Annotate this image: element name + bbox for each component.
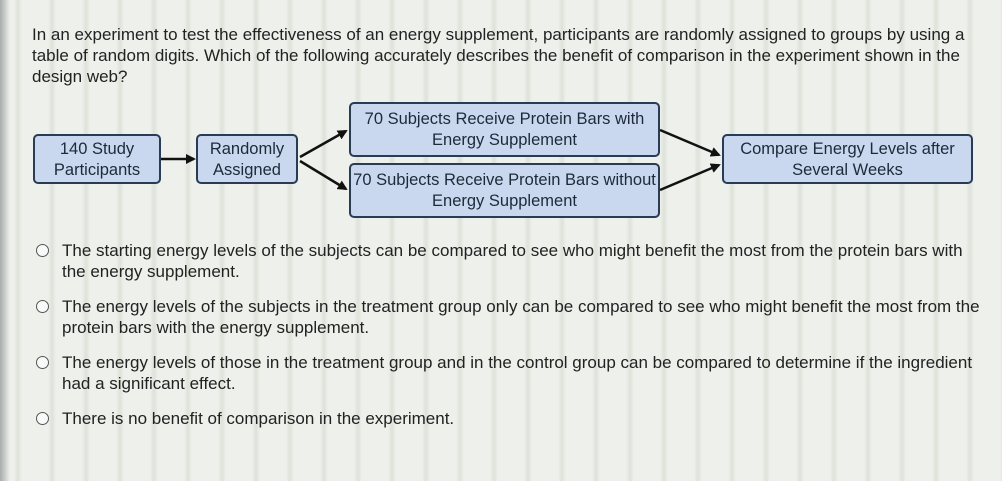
answer-option-b[interactable] bbox=[34, 296, 984, 338]
box-compare-energy-levels: Compare Energy Levels after Several Weeks bbox=[722, 134, 973, 184]
radio-button-icon[interactable] bbox=[36, 300, 49, 313]
arrow-treatment-to-compare bbox=[660, 130, 719, 155]
radio-button-icon[interactable] bbox=[36, 244, 49, 257]
answer-option-text: The starting energy levels of the subjects can be compared to see who might benefit the most from the protein bars with the energy supplement. bbox=[62, 241, 963, 281]
answer-options bbox=[34, 240, 984, 443]
answer-option-a[interactable] bbox=[34, 240, 984, 282]
box-treatment-group: 70 Subjects Receive Protein Bars with Energy Supplement bbox=[349, 102, 660, 157]
question-text: In an experiment to test the effectiveness of an energy supplement, participants are randomly assigned to groups by using a table of random digits. Which of the following accurately describes the benefit of comparison in the experiment shown in the design web? bbox=[32, 25, 965, 86]
answer-option-c[interactable] bbox=[34, 352, 984, 394]
answer-option-text: The energy levels of those in the treatment group and in the control group can be compared to determine if the ingredient had a significant effect. bbox=[62, 353, 973, 393]
arrow-control-to-compare bbox=[660, 165, 719, 190]
answer-option-text: There is no benefit of comparison in the experiment. bbox=[62, 409, 455, 428]
arrow-assigned-to-treatment bbox=[300, 131, 346, 157]
arrow-assigned-to-control bbox=[300, 161, 346, 189]
radio-button-icon[interactable] bbox=[36, 412, 49, 425]
radio-button-icon[interactable] bbox=[36, 356, 49, 369]
box-control-group: 70 Subjects Receive Protein Bars without Energy Supplement bbox=[349, 163, 660, 218]
box-randomly-assigned: Randomly Assigned bbox=[196, 134, 298, 184]
box-study-participants: 140 Study Participants bbox=[33, 134, 161, 184]
answer-option-d[interactable] bbox=[34, 408, 984, 429]
answer-option-text: The energy levels of the subjects in the treatment group only can be compared to see who might benefit the most from the protein bars with the energy supplement. bbox=[62, 297, 980, 337]
